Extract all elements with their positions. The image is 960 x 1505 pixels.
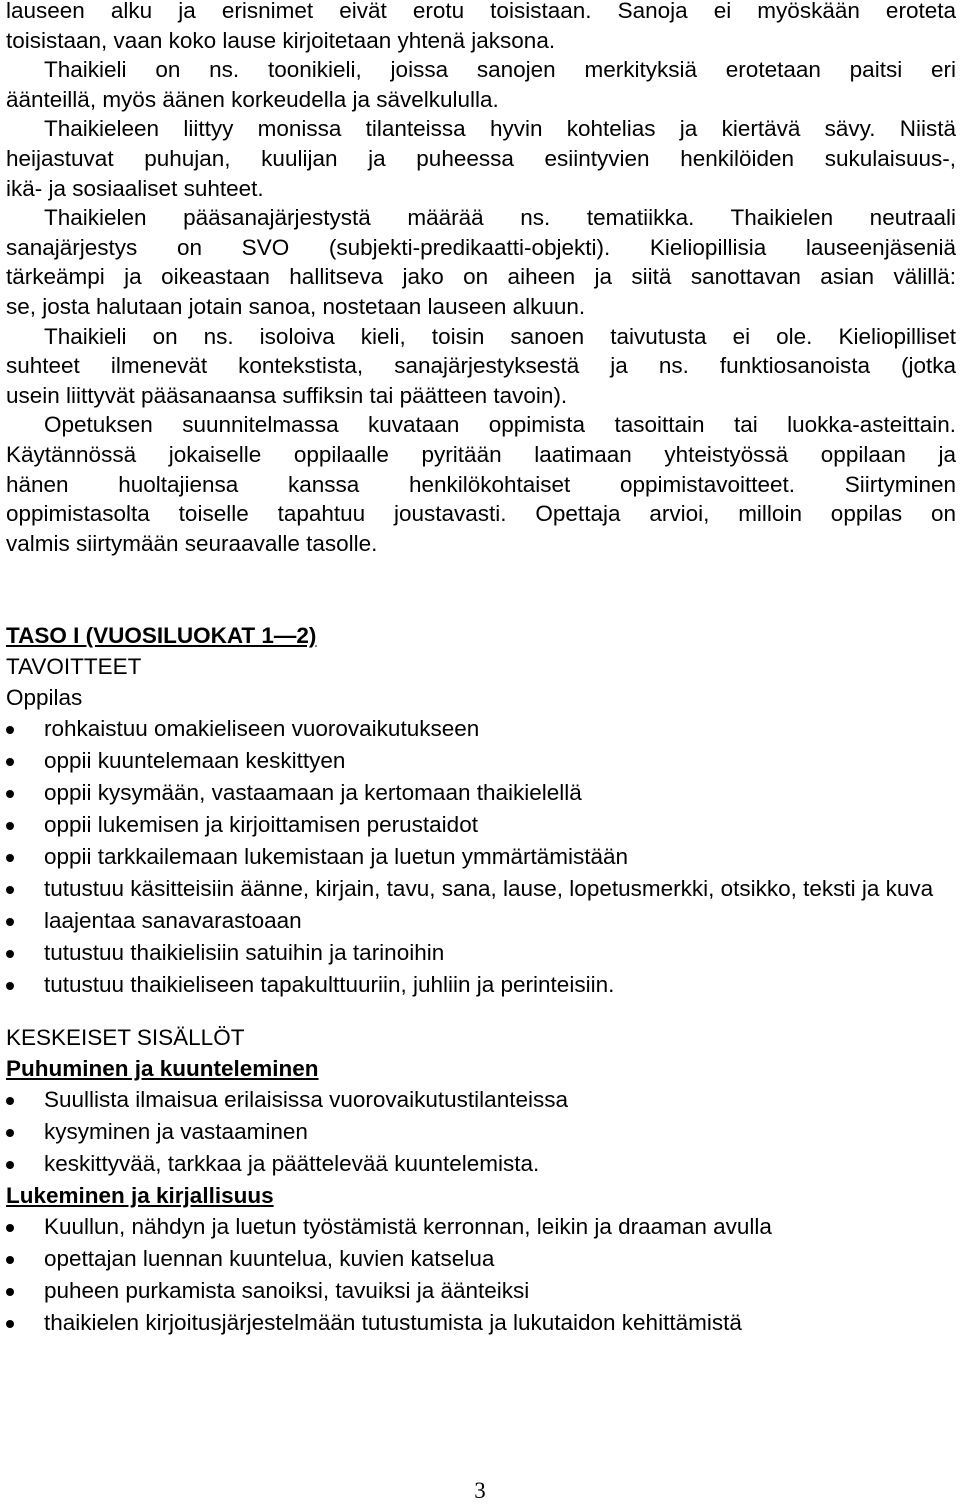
bullet-icon — [6, 1161, 14, 1169]
bullet-icon — [6, 950, 14, 958]
intro-line: toisistaan, vaan koko lause kirjoitetaan yhtenä jaksona. — [6, 27, 556, 53]
list-item: puheen purkamista sanoiksi, tavuiksi ja äänteiksi — [6, 1275, 956, 1307]
goals-heading: TAVOITTEET — [6, 654, 142, 680]
bullet-icon — [6, 822, 14, 830]
level-title: TASO I (VUOSILUOKAT 1—2) — [6, 623, 317, 649]
intro-line: oppimistasolta toiselle tapahtuu joustavasti. Opettaja arvioi, milloin oppilas on — [6, 501, 956, 527]
bullet-icon — [6, 918, 14, 926]
intro-line: usein liittyvät pääsanaansa suffiksin tai päätteen tavoin). — [6, 382, 568, 408]
list-item: tutustuu käsitteisiin äänne, kirjain, tavu, sana, lause, lopetusmerkki, otsikko, teksti ja kuva — [6, 873, 956, 905]
pupil-label: Oppilas — [6, 685, 83, 711]
bullet-icon — [6, 758, 14, 766]
list-item: tutustuu thaikielisiin satuihin ja tarinoihin — [6, 937, 956, 969]
intro-line: Käytännössä jokaiselle oppilaalle pyritään laatimaan yhteistyössä oppilaan ja — [6, 441, 956, 467]
list-item: Kuullun, nähdyn ja luetun työstämistä kerronnan, leikin ja draaman avulla — [6, 1211, 956, 1243]
intro-line: lauseen alku ja erisnimet eivät erotu toisistaan. Sanoja ei myöskään eroteta — [6, 0, 956, 23]
intro-line: Thaikieli on ns. toonikieli, joissa sanojen merkityksiä erotetaan paitsi eri — [44, 57, 956, 83]
bullet-icon — [6, 886, 14, 894]
section-list — [6, 1211, 956, 1339]
page-number: 3 — [474, 1478, 486, 1503]
intro-line: äänteillä, myös äänen korkeudella ja sävelkululla. — [6, 86, 499, 112]
intro-line: Thaikieli on ns. isoloiva kieli, toisin sanoen taivutusta ei ole. Kieliopilliset — [44, 323, 956, 349]
list-item: opettajan luennan kuuntelua, kuvien katselua — [6, 1243, 956, 1275]
bullet-icon — [6, 1224, 14, 1232]
list-item: oppii lukemisen ja kirjoittamisen perustaidot — [6, 809, 956, 841]
list-item: tutustuu thaikieliseen tapakulttuuriin, juhliin ja perinteisiin. — [6, 969, 956, 1001]
list-item: Suullista ilmaisua erilaisissa vuorovaikutustilanteissa — [6, 1084, 956, 1116]
intro-line: valmis siirtymään seuraavalle tasolle. — [6, 530, 378, 556]
goals-list — [6, 713, 956, 1001]
contents-heading: KESKEISET SISÄLLÖT — [6, 1025, 245, 1051]
bullet-icon — [6, 982, 14, 990]
list-item: oppii tarkkailemaan lukemistaan ja luetun ymmärtämistään — [6, 841, 956, 873]
section-list — [6, 1084, 956, 1180]
intro-line: sanajärjestys on SVO (subjekti-predikaatti-objekti). Kieliopillisia lauseenjäseniä — [6, 234, 956, 260]
intro-line: Thaikieleen liittyy monissa tilanteissa hyvin kohtelias ja kiertävä sävy. Niistä — [44, 116, 956, 142]
bullet-icon — [6, 1256, 14, 1264]
intro-line: ikä- ja sosiaaliset suhteet. — [6, 175, 264, 201]
bullet-icon — [6, 854, 14, 862]
bullet-icon — [6, 726, 14, 734]
bullet-icon — [6, 1097, 14, 1105]
list-item: keskittyvää, tarkkaa ja päättelevää kuuntelemista. — [6, 1148, 956, 1180]
intro-line: se, josta halutaan jotain sanoa, nostetaan lauseen alkuun. — [6, 293, 586, 319]
intro-text — [6, 0, 956, 558]
section-title: Puhuminen ja kuunteleminen — [6, 1056, 319, 1082]
spacer — [6, 1001, 956, 1022]
list-item: oppii kuuntelemaan keskittyen — [6, 745, 956, 777]
bullet-icon — [6, 790, 14, 798]
list-item: laajentaa sanavarastoaan — [6, 905, 956, 937]
spacer — [6, 558, 956, 620]
list-item: kysyminen ja vastaaminen — [6, 1116, 956, 1148]
intro-line: Opetuksen suunnitelmassa kuvataan oppimista tasoittain tai luokka-asteittain. — [44, 412, 956, 438]
bullet-icon — [6, 1129, 14, 1137]
list-item: rohkaistuu omakieliseen vuorovaikutukseen — [6, 713, 956, 745]
section-title: Lukeminen ja kirjallisuus — [6, 1183, 274, 1209]
intro-line: Thaikielen pääsanajärjestystä määrää ns. tematiikka. Thaikielen neutraali — [44, 205, 956, 231]
document-page — [6, 0, 956, 1339]
list-item: oppii kysymään, vastaamaan ja kertomaan thaikielellä — [6, 777, 956, 809]
intro-line: tärkeämpi ja oikeastaan hallitseva jako on aiheen ja siitä sanottavan asian välillä: — [6, 264, 956, 290]
bullet-icon — [6, 1288, 14, 1296]
list-item: thaikielen kirjoitusjärjestelmään tutustumista ja lukutaidon kehittämistä — [6, 1307, 956, 1339]
bullet-icon — [6, 1320, 14, 1328]
intro-line: suhteet ilmenevät kontekstista, sanajärjestyksestä ja ns. funktiosanoista (jotka — [6, 353, 956, 379]
intro-line: hänen huoltajiensa kanssa henkilökohtaiset oppimistavoitteet. Siirtyminen — [6, 471, 956, 497]
intro-line: heijastuvat puhujan, kuulijan ja puheessa esiintyvien henkilöiden sukulaisuus-, — [6, 145, 956, 171]
